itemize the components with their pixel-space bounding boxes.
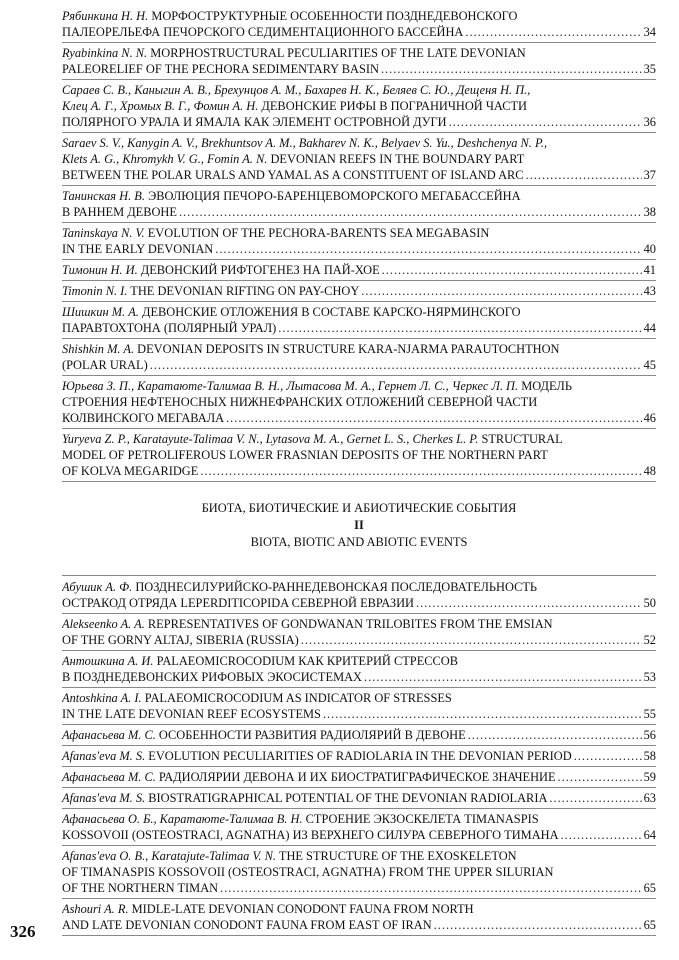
toc-author: Afanas'eva M. S. (62, 791, 146, 805)
toc-author: Рябинкина Н. Н. (62, 9, 149, 23)
toc-page-number: 40 (643, 242, 656, 256)
toc-entry[interactable] (62, 848, 656, 899)
toc-entry-line (62, 98, 656, 114)
toc-entry-line (62, 304, 656, 320)
toc-title: ПАРАВТОХТОНА (ПОЛЯРНЫЙ УРАЛ) (62, 321, 277, 335)
toc-author: Афанасьева О. Б., Каратаюте-Талимаа В. Н. (62, 812, 303, 826)
toc-title: ДЕВОНСКИЙ РИФТОГЕНЕЗ НА ПАЙ-ХОЕ (137, 263, 380, 277)
dot-leader (220, 880, 642, 896)
toc-title: ЭВОЛЮЦИЯ ПЕЧОРО-БАРЕНЦЕВОМОРСКОГО МЕГАБАССЕЙНА (144, 189, 521, 203)
toc-title: BIOSTRATIGRAPHICAL POTENTIAL OF THE DEVONIAN RADIOLARIA (145, 791, 548, 805)
toc-author: Сараев С. В., Каныгин А. В., Брехунцов А. М., Бахарев Н. К., Беляев С. Ю., Дещеня Н. П., (62, 83, 531, 97)
toc-entry-line (62, 8, 656, 24)
toc-title: СТРОЕНИЯ НЕФТЕНОСНЫХ НИЖНЕФРАНСКИХ ОТЛОЖЕНИЙ СЕВЕРНОЙ ЧАСТИ (62, 395, 538, 409)
toc-entry-line (62, 410, 656, 426)
toc-list-bottom (62, 579, 656, 936)
toc-entry[interactable] (62, 378, 656, 429)
toc-entry[interactable] (62, 283, 656, 302)
toc-entry-line (62, 24, 656, 40)
toc-entry-line (62, 82, 656, 98)
toc-entry-line (62, 595, 656, 611)
dot-leader (574, 748, 642, 764)
toc-title: MODEL OF PETROLIFEROUS LOWER FRASNIAN DEPOSITS OF THE NORTHERN PART (62, 448, 548, 462)
toc-title: IN THE LATE DEVONIAN REEF ECOSYSTEMS (62, 707, 321, 721)
toc-page-number: 44 (643, 321, 656, 335)
toc-entry-line (62, 690, 656, 706)
dot-leader (179, 204, 642, 220)
toc-page-number: 41 (643, 263, 656, 277)
toc-title: OF THE GORNY ALTAJ, SIBERIA (RUSSIA) (62, 633, 299, 647)
toc-title: ДЕВОНСКИЕ РИФЫ В ПОГРАНИЧНОЙ ЧАСТИ (258, 99, 527, 113)
toc-title: ПОЗДНЕСИЛУРИЙСКО-РАННЕДЕВОНСКАЯ ПОСЛЕДОВАТЕЛЬНОСТЬ (132, 580, 538, 594)
section-divider (62, 571, 656, 576)
toc-entry[interactable] (62, 225, 656, 260)
toc-entry-line (62, 151, 656, 167)
dot-leader (381, 61, 642, 77)
toc-title: OF TIMANASPIS KOSSOVOII (OSTEOSTRACI, AGNATHA) FROM THE UPPER SILURIAN (62, 865, 554, 879)
dot-leader (226, 410, 642, 426)
toc-page-number: 55 (643, 707, 656, 721)
section-header (62, 500, 656, 551)
toc-entry-line (62, 447, 656, 463)
toc-entry-line (62, 188, 656, 204)
dot-leader (561, 827, 642, 843)
toc-title: STRUCTURAL (478, 432, 563, 446)
toc-title: OF THE NORTHERN TIMAN (62, 881, 219, 895)
toc-author: Абушик А. Ф. (62, 580, 133, 594)
toc-entry-line (62, 225, 656, 241)
toc-page-number: 38 (643, 205, 656, 219)
toc-page-number: 43 (643, 284, 656, 298)
toc-entry-line (62, 653, 656, 669)
toc-entry[interactable] (62, 135, 656, 186)
toc-page-number: 50 (643, 596, 656, 610)
toc-author: Afanas'eva M. S. (62, 749, 146, 763)
toc-entry-line (62, 880, 656, 896)
dot-leader (323, 706, 642, 722)
toc-page-number: 53 (643, 670, 656, 684)
dot-leader (150, 357, 642, 373)
toc-entry[interactable] (62, 769, 656, 788)
toc-entry-line (62, 167, 656, 183)
toc-entry-line (62, 204, 656, 220)
dot-leader (364, 669, 642, 685)
page-number: 326 (10, 922, 36, 941)
toc-page-number: 34 (643, 25, 656, 39)
toc-author: Тимонин Н. И. (62, 263, 138, 277)
dot-leader (416, 595, 642, 611)
toc-page-number: 64 (643, 828, 656, 842)
toc-entry-line (62, 748, 656, 764)
toc-entry-line (62, 632, 656, 648)
section-title-ru: БИОТА, БИОТИЧЕСКИЕ И АБИОТИЧЕСКИЕ СОБЫТИЯ (201, 501, 517, 515)
toc-entry[interactable] (62, 45, 656, 80)
toc-title: PALAEOMICROCODIUM AS INDICATOR OF STRESSES (141, 691, 452, 705)
dot-leader (361, 283, 641, 299)
toc-entry-line (62, 378, 656, 394)
toc-entry-line (62, 114, 656, 130)
toc-page-number: 48 (643, 464, 656, 478)
dot-leader (200, 463, 641, 479)
toc-entry[interactable] (62, 8, 656, 43)
toc-title: EVOLUTION PECULIARITIES OF RADIOLARIA IN THE DEVONIAN PERIOD (145, 749, 572, 763)
toc-author: Юрьева З. П., Каратаюте-Талимаа В. Н., Лытасова М. А., Гернет Л. С., Черкес Л. П. (62, 379, 519, 393)
toc-author: Afanas'eva O. B., Karatajute-Talimaa V. N. (62, 849, 276, 863)
toc-entry-line (62, 901, 656, 917)
toc-author: Timonin N. I. (62, 284, 128, 298)
section-numeral: II (354, 518, 364, 532)
toc-author: Шишкин М. А. (62, 305, 139, 319)
dot-leader (526, 167, 642, 183)
toc-author: Klets A. G., Khromykh V. G., Fomin A. N. (62, 152, 268, 166)
toc-page-number: 45 (643, 358, 656, 372)
toc-entry[interactable] (62, 748, 656, 767)
toc-entry[interactable] (62, 790, 656, 809)
dot-leader (278, 320, 641, 336)
toc-page-number: 63 (643, 791, 656, 805)
toc-author: Ashouri A. R. (62, 902, 129, 916)
toc-title: THE STRUCTURE OF THE EXOSKELETON (276, 849, 517, 863)
toc-title: В РАННЕМ ДЕВОНЕ (62, 205, 177, 219)
toc-title: THE DEVONIAN RIFTING ON PAY-CHOY (127, 284, 360, 298)
toc-title: DEVONIAN DEPOSITS IN STRUCTURE KARA-NJARMA PARAUTOCHTHON (134, 342, 560, 356)
toc-entry[interactable] (62, 616, 656, 651)
toc-author: Танинская Н. В. (62, 189, 145, 203)
toc-title: PALEORELIEF OF THE PECHORA SEDIMENTARY BASIN (62, 62, 379, 76)
toc-list-top (62, 8, 656, 482)
toc-author: Yuryeva Z. P., Karatayute-Talimaa V. N., Lytasova M. A., Gernet L. S., Cherkes L. P. (62, 432, 479, 446)
toc-entry-line (62, 357, 656, 373)
toc-page-number: 37 (643, 168, 656, 182)
toc-entry-line (62, 790, 656, 806)
toc-page-number: 65 (643, 918, 656, 932)
toc-entry[interactable] (62, 727, 656, 746)
section-title-en: BIOTA, BIOTIC AND ABIOTIC EVENTS (250, 535, 468, 549)
toc-page-number: 52 (643, 633, 656, 647)
toc-page-number: 35 (643, 62, 656, 76)
toc-title: ОСТРАКОД ОТРЯДА LEPERDITICOPIDA СЕВЕРНОЙ ЕВРАЗИИ (62, 596, 414, 610)
toc-entry-line (62, 320, 656, 336)
toc-page-number: 56 (643, 728, 656, 742)
toc-entry-line (62, 394, 656, 410)
toc-title: МОРФОСТРУКТУРНЫЕ ОСОБЕННОСТИ ПОЗДНЕДЕВОНСКОГО (148, 9, 518, 23)
toc-entry[interactable] (62, 341, 656, 376)
toc-entry-line (62, 45, 656, 61)
toc-entry-line (62, 864, 656, 880)
toc-author: Alekseenko A. A. (62, 617, 145, 631)
toc-title: (POLAR URAL) (62, 358, 148, 372)
toc-title: KOSSOVOII (OSTEOSTRACI, AGNATHA) ИЗ ВЕРХНЕГО СИЛУРА СЕВЕРНОГО ТИМАНА (62, 828, 559, 842)
toc-title: EVOLUTION OF THE PECHORA-BARENTS SEA MEGABASIN (144, 226, 490, 240)
dot-leader (301, 632, 642, 648)
toc-page-number: 36 (643, 115, 656, 129)
toc-title: ДЕВОНСКИЕ ОТЛОЖЕНИЯ В СОСТАВЕ КАРСКО-НЯРМИНСКОГО (138, 305, 521, 319)
dot-leader (549, 790, 641, 806)
toc-entry[interactable] (62, 901, 656, 936)
toc-entry-line (62, 848, 656, 864)
toc-title: MORPHOSTRUCTURAL PECULIARITIES OF THE LATE DEVONIAN (147, 46, 526, 60)
toc-author: Клец А. Г., Хромых В. Г., Фомин А. Н. (62, 99, 259, 113)
table-of-contents (62, 8, 656, 938)
dot-leader (465, 24, 641, 40)
toc-page-number: 59 (643, 770, 656, 784)
toc-page-number: 65 (643, 881, 656, 895)
dot-leader (558, 769, 642, 785)
toc-entry[interactable] (62, 188, 656, 223)
toc-entry[interactable] (62, 262, 656, 281)
dot-leader (468, 727, 642, 743)
toc-title: OF KOLVA MEGARIDGE (62, 464, 199, 478)
toc-entry-line (62, 827, 656, 843)
toc-entry[interactable] (62, 431, 656, 482)
toc-title: ПОЛЯРНОГО УРАЛА И ЯМАЛА КАК ЭЛЕМЕНТ ОСТРОВНОЙ ДУГИ (62, 115, 447, 129)
toc-author: Antoshkina A. I. (62, 691, 142, 705)
dot-leader (434, 917, 642, 933)
toc-entry[interactable] (62, 579, 656, 614)
dot-leader (449, 114, 642, 130)
toc-entry-line (62, 135, 656, 151)
toc-title: PALAEOMICROCODIUM КАК КРИТЕРИЙ СТРЕССОВ (153, 654, 459, 668)
toc-title: РАДИОЛЯРИИ ДЕВОНА И ИХ БИОСТРАТИГРАФИЧЕСКОЕ ЗНАЧЕНИЕ (155, 770, 556, 784)
toc-entry[interactable] (62, 653, 656, 688)
toc-entry-line (62, 431, 656, 447)
toc-entry-line (62, 669, 656, 685)
toc-author: Афанасьева М. С. (62, 728, 156, 742)
toc-entry[interactable] (62, 82, 656, 133)
toc-title: МОДЕЛЬ (518, 379, 572, 393)
toc-entry-line (62, 241, 656, 257)
toc-author: Афанасьева М. С. (62, 770, 156, 784)
toc-title: В ПОЗДНЕДЕВОНСКИХ РИФОВЫХ ЭКОСИСТЕМАХ (62, 670, 362, 684)
toc-author: Shishkin M. A. (62, 342, 135, 356)
toc-entry-line (62, 61, 656, 77)
toc-author: Ryabinkina N. N. (62, 46, 148, 60)
toc-entry[interactable] (62, 811, 656, 846)
toc-entry-line (62, 706, 656, 722)
toc-title: IN THE EARLY DEVONIAN (62, 242, 214, 256)
toc-entry-line (62, 463, 656, 479)
toc-page-number: 46 (643, 411, 656, 425)
toc-title: КОЛВИНСКОГО МЕГАВАЛА (62, 411, 225, 425)
toc-entry-line (62, 262, 656, 278)
toc-entry[interactable] (62, 304, 656, 339)
toc-entry-line (62, 917, 656, 933)
toc-title: MIDLE-LATE DEVONIAN CONODONT FAUNA FROM NORTH (128, 902, 474, 916)
toc-entry-line (62, 579, 656, 595)
toc-entry-line (62, 616, 656, 632)
toc-author: Антошкина А. И. (62, 654, 154, 668)
toc-title: AND LATE DEVONIAN CONODONT FAUNA FROM EAST OF IRAN (62, 918, 432, 932)
toc-title: REPRESENTATIVES OF GONDWANAN TRILOBITES FROM THE EMSIAN (144, 617, 553, 631)
toc-entry-line (62, 811, 656, 827)
toc-title: ПАЛЕОРЕЛЬЕФА ПЕЧОРСКОГО СЕДИМЕНТАЦИОННОГО БАССЕЙНА (62, 25, 464, 39)
toc-entry-line (62, 283, 656, 299)
toc-entry[interactable] (62, 690, 656, 725)
toc-entry-line (62, 769, 656, 785)
toc-page-number: 58 (643, 749, 656, 763)
toc-title: DEVONIAN REEFS IN THE BOUNDARY PART (267, 152, 525, 166)
toc-author: Saraev S. V., Kanygin A. V., Brekhuntsov A. M., Bakharev N. K., Belyaev S. Yu., Deshchenya N. P., (62, 136, 548, 150)
toc-author: Taninskaya N. V. (62, 226, 145, 240)
toc-entry-line (62, 727, 656, 743)
dot-leader (382, 262, 642, 278)
toc-entry-line (62, 341, 656, 357)
toc-title: BETWEEN THE POLAR URALS AND YAMAL AS A CONSTITUENT OF ISLAND ARC (62, 168, 524, 182)
toc-title: ОСОБЕННОСТИ РАЗВИТИЯ РАДИОЛЯРИЙ В ДЕВОНЕ (155, 728, 466, 742)
dot-leader (215, 241, 641, 257)
toc-title: СТРОЕНИЕ ЭКЗОСКЕЛЕТА TIMANASPIS (302, 812, 539, 826)
